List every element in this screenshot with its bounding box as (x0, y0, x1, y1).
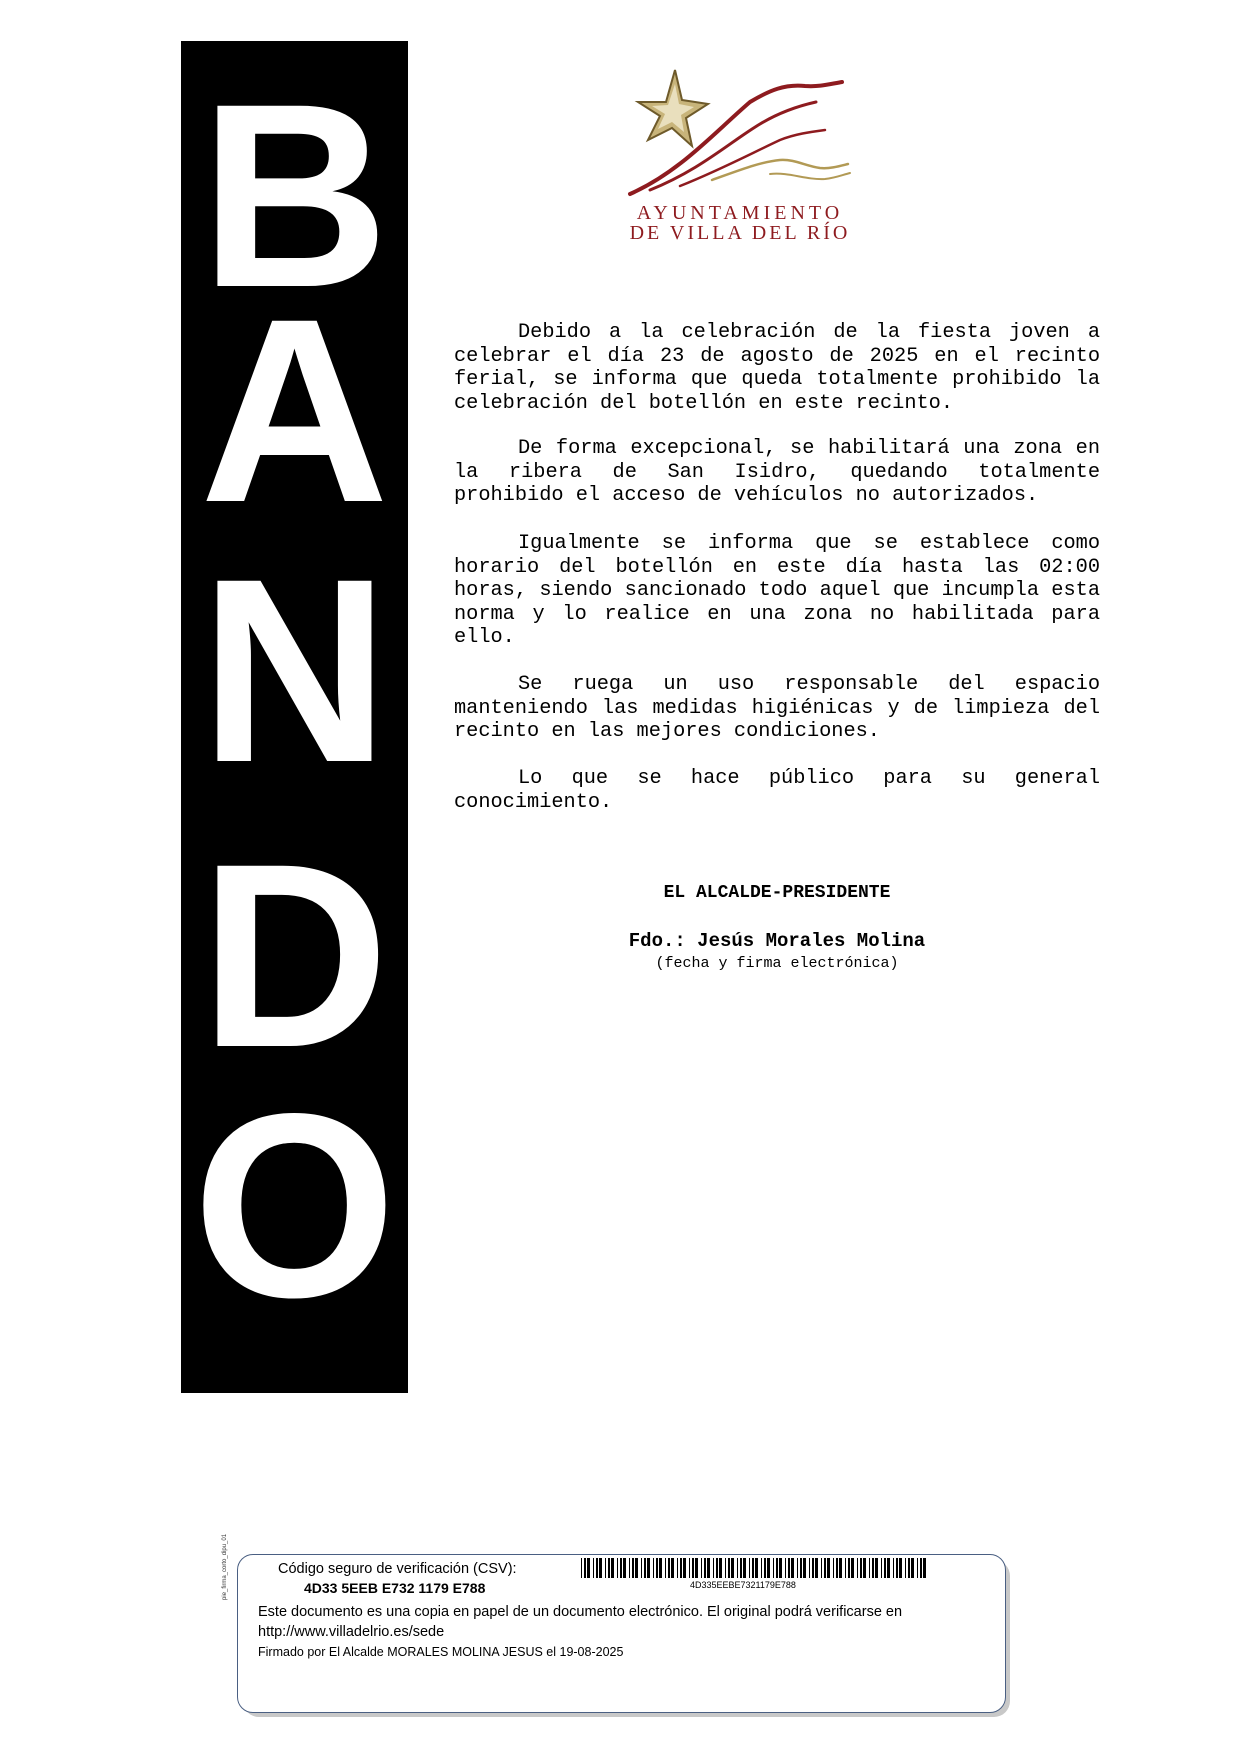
barcode-icon (581, 1558, 926, 1578)
footer-verify-link[interactable]: http://www.villadelrio.es/sede (258, 1624, 445, 1640)
body-paragraph: Se ruega un uso responsable del espacio manteniendo las medidas higiénicas y de limpieza del recinto en las mejores condiciones. (454, 673, 1100, 743)
banner-letter-n: N (199, 524, 390, 817)
barcode-text: 4D335EEBE7321179E788 (690, 1580, 796, 1590)
signer-name: Fdo.: Jesús Morales Molina (628, 930, 926, 952)
logo-text-line1: AYUNTAMIENTO (636, 202, 844, 224)
banner-letter-o: O (192, 1059, 397, 1352)
banner-letter-a: A (199, 264, 390, 557)
body-paragraph: Igualmente se informa que se establece como horario del botellón en este día hasta las 02:00 horas, siendo sancionado todo aquel que incumpla esta norma y lo realice en una zona no habilitada para ello. (454, 532, 1100, 649)
body-paragraph: De forma excepcional, se habilitará una zona en la ribera de San Isidro, quedando totalmente prohibido el acceso de vehículos no autorizados. (454, 437, 1100, 507)
body-paragraph: Lo que se hace público para su general conocimiento. (454, 767, 1100, 814)
csv-label: Código seguro de verificación (CSV): (278, 1561, 517, 1577)
footer-side-code: pie_firma_corto_dipu_01 (222, 1533, 228, 1600)
signer-note: (fecha y firma electrónica) (655, 955, 899, 972)
csv-code: 4D33 5EEB E732 1179 E788 (304, 1580, 486, 1596)
logo-emblem-icon (620, 62, 860, 202)
body-paragraph: Debido a la celebración de la fiesta joven a celebrar el día 23 de agosto de 2025 en el recinto ferial, se informa que queda totalmente prohibido la celebración del botellón en este recinto. (454, 321, 1100, 415)
banner-letter-b: B (199, 49, 390, 342)
signer-title: EL ALCALDE-PRESIDENTE (663, 883, 891, 903)
footer-copy-notice: Este documento es una copia en papel de un documento electrónico. El original podrá verificarse en (258, 1604, 903, 1620)
ayuntamiento-logo (620, 62, 860, 242)
footer-signed-by: Firmado por El Alcalde MORALES MOLINA JESUS el 19-08-2025 (258, 1645, 624, 1659)
banner-letter-d: D (199, 809, 390, 1102)
verification-footer (237, 1554, 1006, 1713)
logo-text-line2: DE VILLA DEL RÍO (629, 222, 851, 244)
bando-banner (181, 41, 408, 1393)
